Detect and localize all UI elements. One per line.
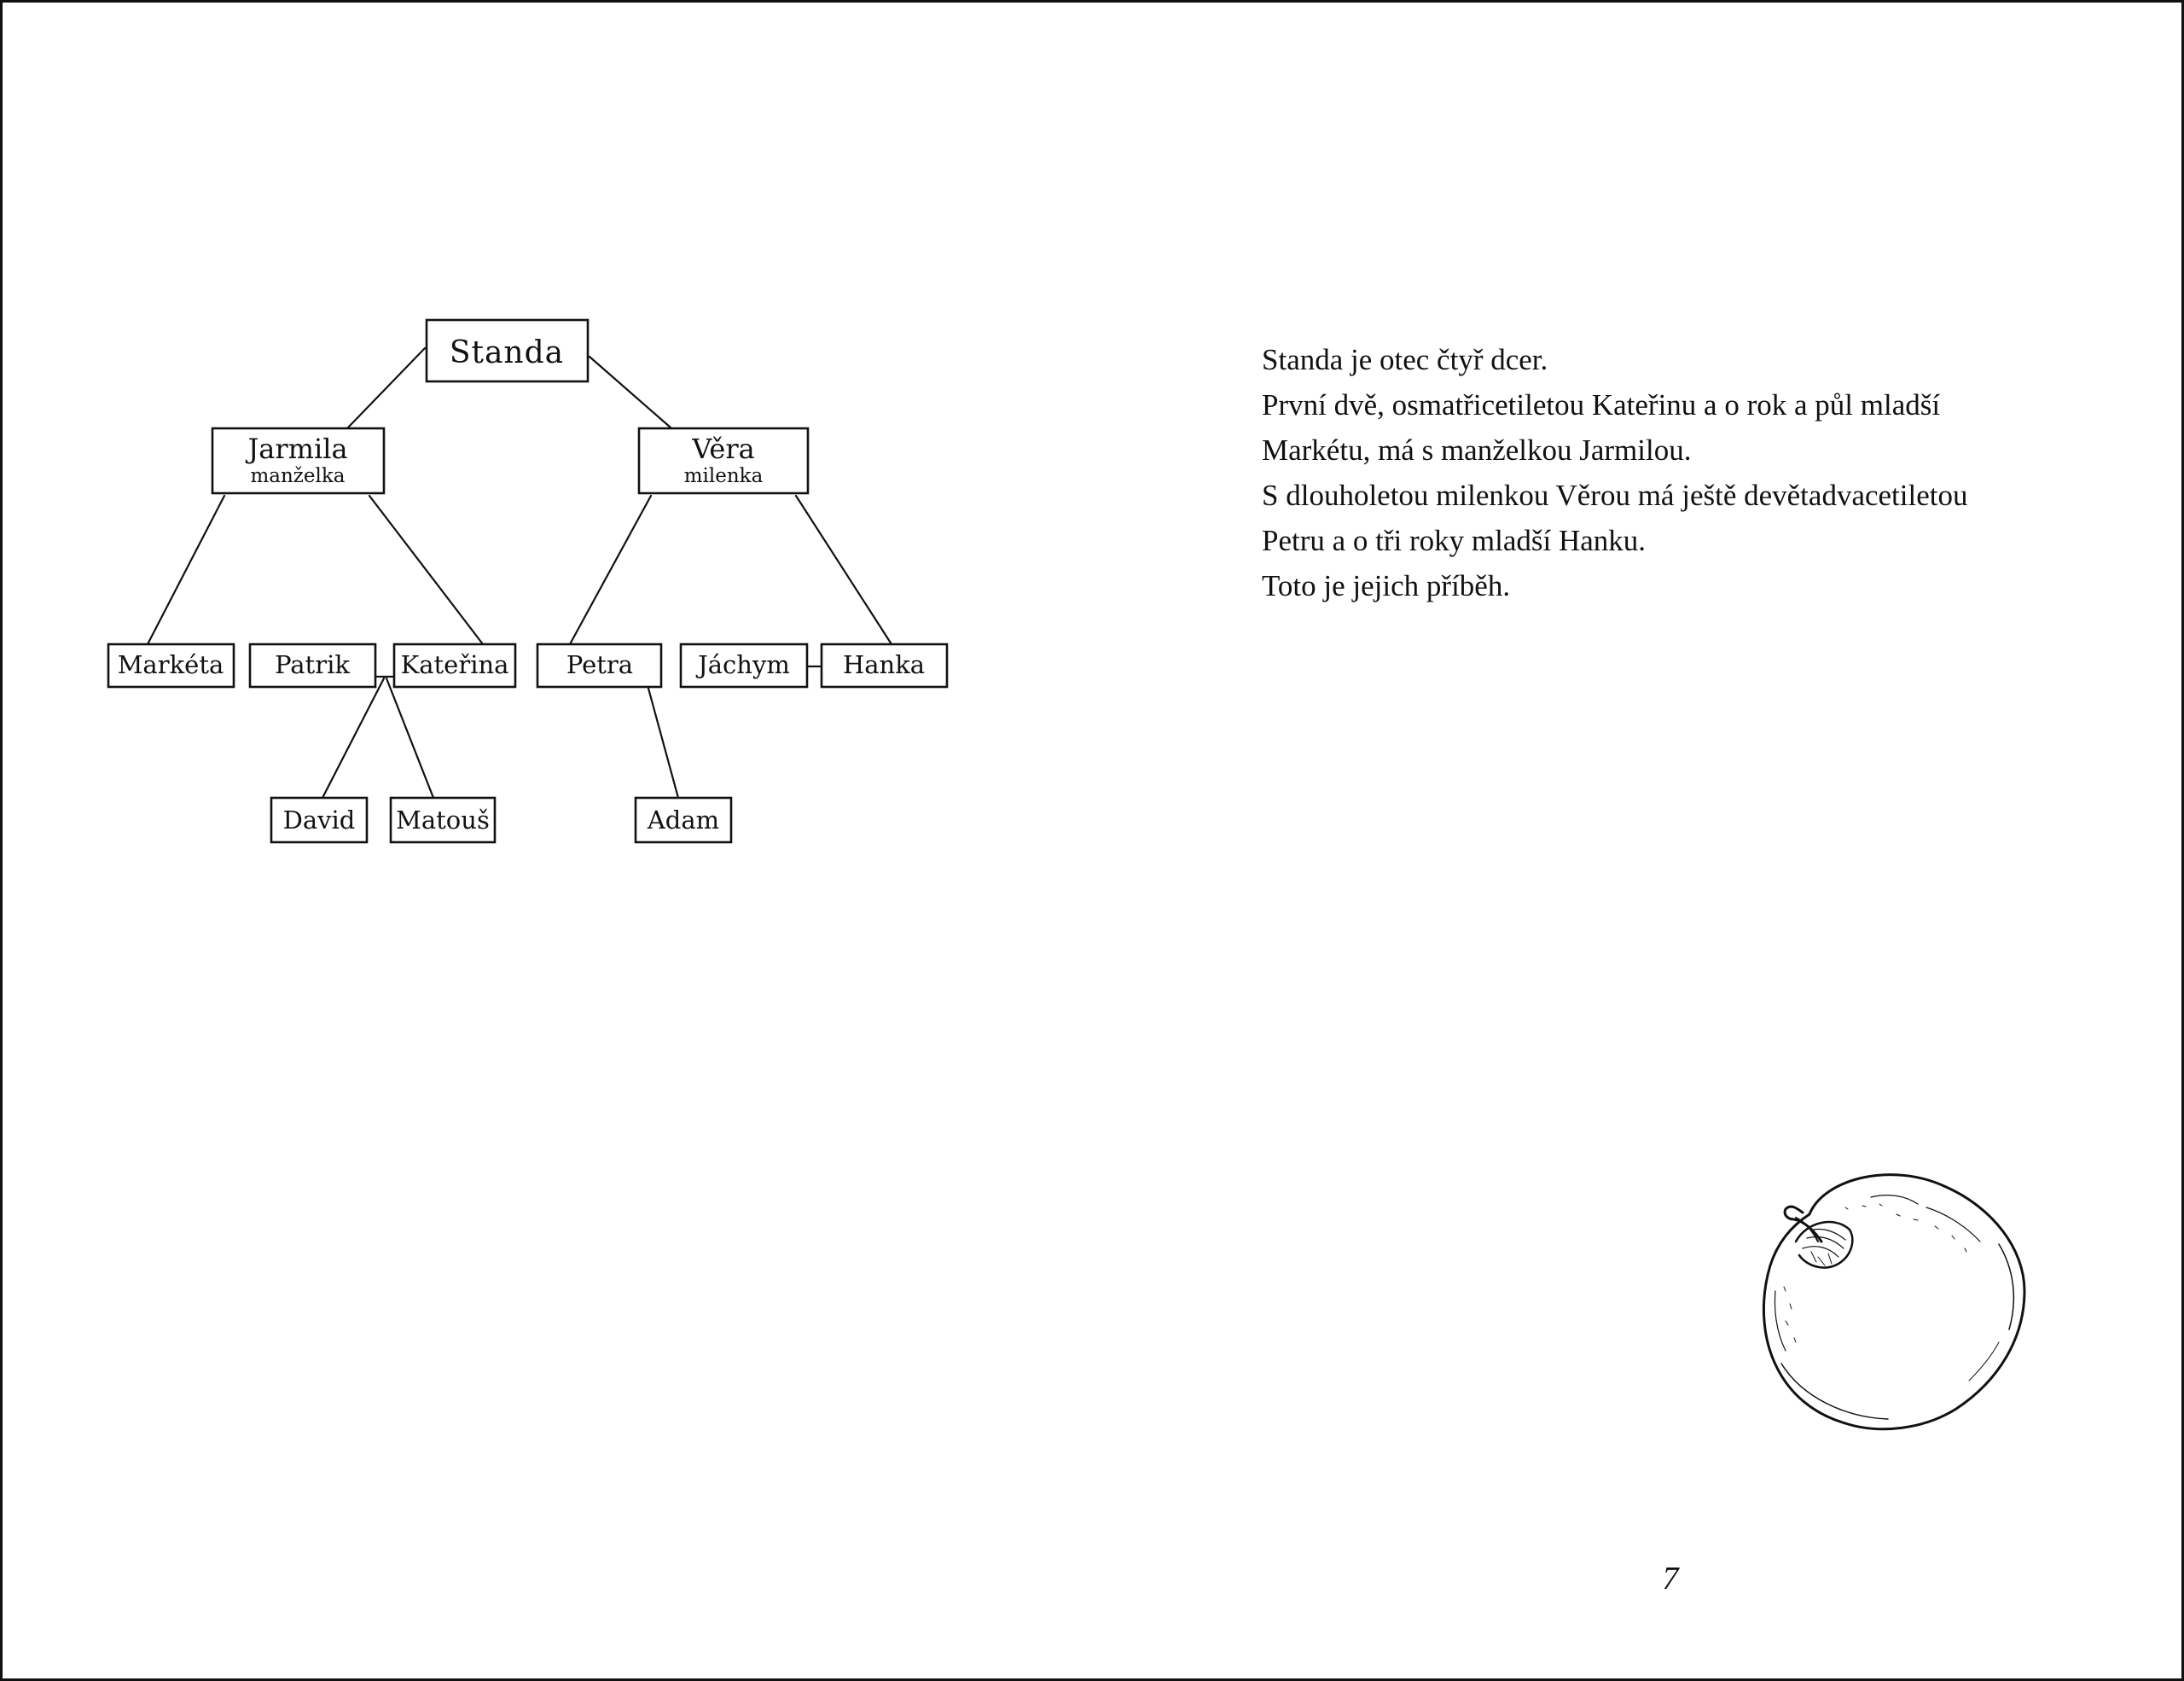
patrik-label: Patrik <box>275 650 350 679</box>
apple-drawing-icon <box>1743 1163 2033 1445</box>
vera-role-label: milenka <box>683 465 764 487</box>
hanka-label: Hanka <box>842 650 926 679</box>
david-label: David <box>282 806 356 835</box>
line-petra-adam <box>648 685 678 798</box>
line-standa-jarmila <box>348 348 425 428</box>
story-line: První dvě, osmatřicetiletou Kateřinu a o rok a půl mladší <box>1262 388 1941 422</box>
story-line: Petru a o tři roky mladší Hanku. <box>1262 524 1647 557</box>
line-jarmila-katerina <box>369 496 483 644</box>
vera-label: Věra <box>692 433 755 465</box>
story-line: Markétu, má s manželkou Jarmilou. <box>1262 433 1692 467</box>
story-line: S dlouholetou milenkou Věrou má ještě devětadvacetiletou <box>1262 479 1968 512</box>
family-tree-diagram <box>3 3 1026 899</box>
jarmila-role-label: manželka <box>250 465 346 487</box>
line-couple-david <box>322 678 384 798</box>
marketa-label: Markéta <box>117 650 224 679</box>
jarmila-label: Jarmila <box>247 433 348 465</box>
page-number: 7 <box>1662 1561 1679 1597</box>
line-vera-hanka <box>796 496 892 644</box>
story-intro-text <box>1262 337 2115 608</box>
line-standa-vera <box>590 357 671 428</box>
matous-label: Matouš <box>396 806 490 835</box>
adam-label: Adam <box>647 806 720 835</box>
story-line: Standa je otec čtyř dcer. <box>1262 343 1548 376</box>
jachym-label: Jáchym <box>698 650 790 679</box>
standa-label: Standa <box>449 335 565 370</box>
line-jarmila-marketa <box>148 496 224 644</box>
line-vera-petra <box>570 496 651 644</box>
line-couple-matous <box>386 678 433 798</box>
katerina-label: Kateřina <box>400 650 509 679</box>
story-line: Toto je jejich příběh. <box>1262 569 1511 602</box>
petra-label: Petra <box>566 650 634 679</box>
